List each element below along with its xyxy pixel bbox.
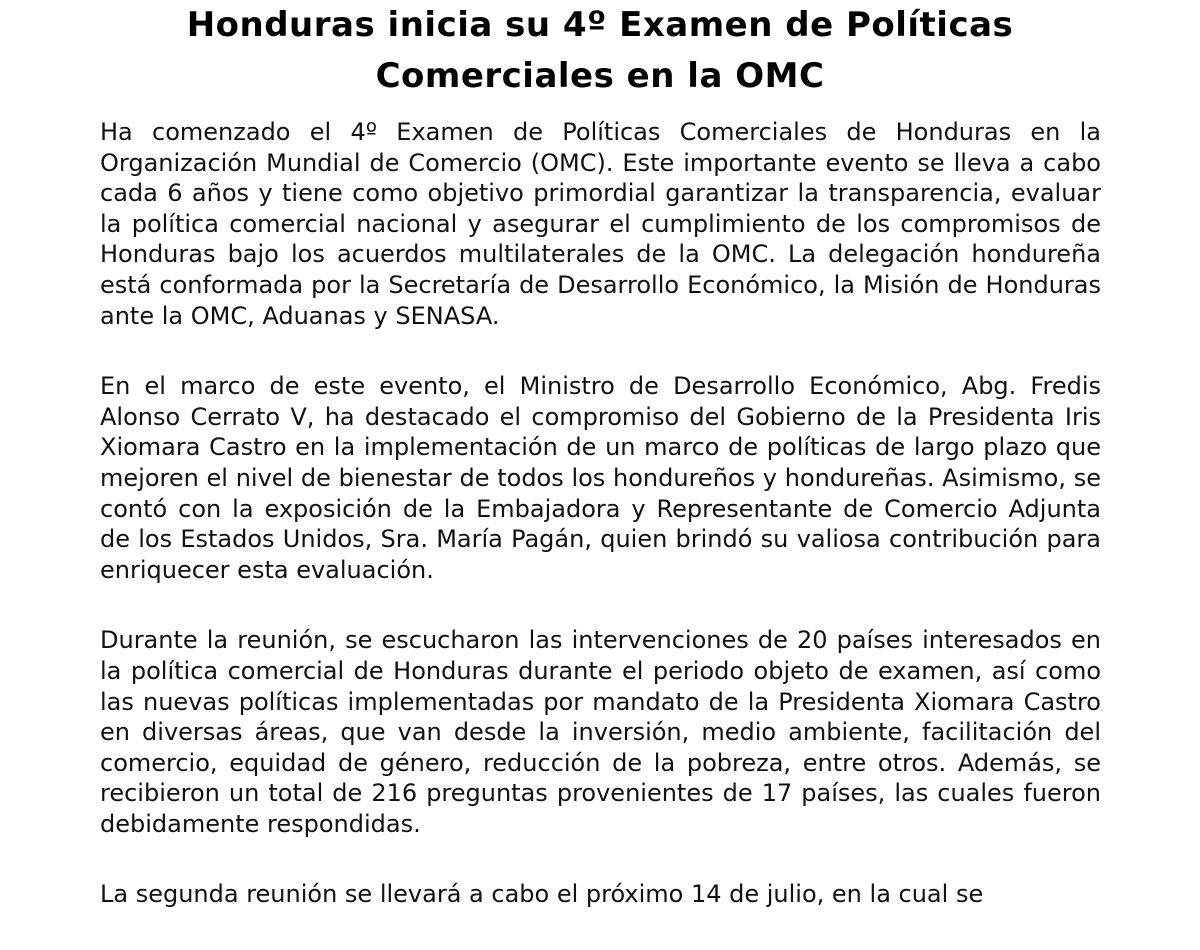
paragraph-second-meeting: La segunda reunión se llevará a cabo el próximo 14 de julio, en la cual se (100, 880, 984, 909)
paragraph-minister-statement: En el marco de este evento, el Ministro de Desarrollo Económico, Abg. Fredis Alonso Cerrato V, ha destacado el compromiso del Gobierno de la Presidenta Iris Xiomara Castro en la implementación de un marco de políticas de largo plazo que mejoren el nivel de bienestar de todos los hondureños y hondureñas. Asimismo, se contó con la exposición de la Embajadora y Representante de Comercio Adjunta de los Estados Unidos, Sra. María Pagán, quien brindó su valiosa contribución para enriquecer esta evaluación. (100, 372, 1101, 584)
document-title-line-1: Honduras inicia su 4º Examen de Políticas (186, 5, 1014, 45)
paragraph-meeting-interventions: Durante la reunión, se escucharon las intervenciones de 20 países interesados en la política comercial de Honduras durante el periodo objeto de examen, así como las nuevas políticas implementadas por mandato de la Presidenta Xiomara Castro en diversas áreas, que van desde la inversión, medio ambiente, facilitación del comercio, equidad de género, reducción de la pobreza, entre otros. Además, se recibieron un total de 216 preguntas provenientes de 17 países, las cuales fueron debidamente respondidas. (100, 626, 1101, 838)
paragraph-exam-start: Ha comenzado el 4º Examen de Políticas Comerciales de Honduras en la Organización Mundial de Comercio (OMC). Este importante evento se lleva a cabo cada 6 años y tiene como objetivo primordial garantizar la transparencia, evaluar la política comercial nacional y asegurar el cumplimiento de los compromisos de Honduras bajo los acuerdos multilaterales de la OMC. La delegación hondureña está conformada por la Secretaría de Desarrollo Económico, la Misión de Honduras ante la OMC, Aduanas y SENASA. (100, 118, 1101, 330)
document-title-line-2: Comerciales en la OMC (375, 56, 825, 96)
document-body (100, 117, 1101, 950)
document-title (100, 0, 1100, 102)
